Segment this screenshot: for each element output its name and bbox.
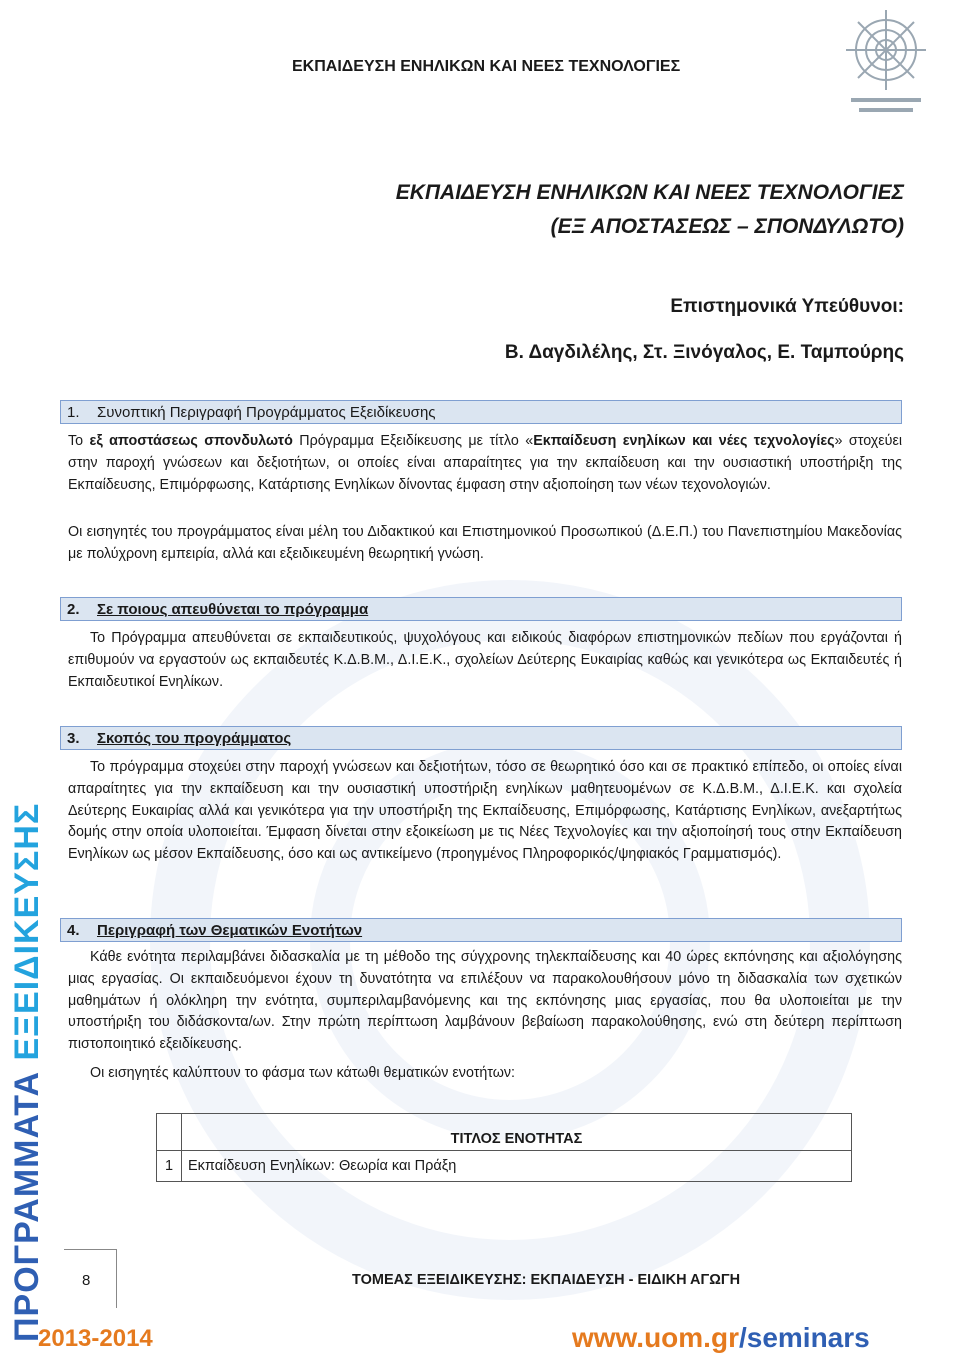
table-header-number-cell xyxy=(157,1114,182,1151)
academic-year: 2013-2014 xyxy=(38,1325,153,1352)
text-run: » στοχεύει στην παροχή γνώσεων και δεξιοτήτων, οι οποίες είναι απαραίτητες για την εκπαίδευση και την ουσιαστική υποστήριξη της Εκπαίδευσης, Επιμόρφωσης, Κατάρτισης Ενηλίκων δίνοντας έμφαση στην αξιοποίηση των νέων τεχονολογιών. xyxy=(68,433,903,493)
table-row xyxy=(157,1151,852,1182)
section-3-paragraph-1: Το πρόγραμμα στοχεύει στην παροχή γνώσεων και δεξιοτήτων, τόσο σε θεωρητικό όσο και σε πρακτικό επίπεδο, οι οποίες είναι απαραίτητες για την εκπαίδευση και την ουσιαστική υποστήριξη ενηλίκων μαθητευομένων σε Κ.Δ.Β.Μ., Δ.Ι.Ε.Κ. και σχολεία Δεύτερης Ευκαιρίας αλλά και γενικότερα για την υποστήριξη της Εκπαίδευσης, Επιμόρφωσης, Κατάρτισης Ενηλίκων, ανεξαρτήτως δομής στην οποία υλοποιείται. Έμφαση δίνεται στην εξοικείωση με τις Νέες Τεχνολογίες και την αξιοποίησή τους στην Εκπαίδευση Ενηλίκων ως μέσον Εκπαίδευσης, όσο και ως αντικείμενο (προηγμένος Πληροφορικός/ψηφιακός Γραμματισμός). xyxy=(68,759,902,863)
table-header-title-cell: ΤΙΤΛΟΣ ΕΝΟΤΗΤΑΣ xyxy=(182,1114,852,1151)
section-3-number: 3. xyxy=(67,730,80,747)
section-1-paragraph-1 xyxy=(68,431,902,496)
section-1-paragraph-2: Οι εισηγητές του προγράμματος είναι μέλη του Διδακτικού και Επιστημονικού Προσωπικού (Δ.Ε.Π.) του Πανεπιστημίου Μακεδονίας με πολύχρονη εμπειρία, αλλά και εξειδικευμένη θεωρητική γνώση. xyxy=(68,524,902,562)
side-branding-part1: ΠΡΟΓΡΑΜΜΑΤΑ xyxy=(8,1060,46,1342)
responsible-names: Β. Δαγδιλέλης, Στ. Ξινόγαλος, Ε. Ταμπούρης xyxy=(504,342,904,363)
page-number: 8 xyxy=(82,1272,91,1289)
side-branding xyxy=(8,802,52,1342)
section-1-heading xyxy=(60,400,902,424)
section-1-title: Συνοπτική Περιγραφή Προγράμματος Εξειδίκευσης xyxy=(97,404,436,421)
document-title-line2: (ΕΞ ΑΠΟΣΤΑΣΕΩΣ – ΣΠΟΝΔΥΛΩΤΟ) xyxy=(550,215,904,238)
text-run: Το xyxy=(68,433,90,449)
seminars-url[interactable] xyxy=(572,1322,870,1354)
table-header-row xyxy=(157,1114,852,1151)
section-3-heading xyxy=(60,726,902,750)
responsible-label: Επιστημονικά Υπεύθυνοι: xyxy=(670,296,904,317)
section-3-title: Σκοπός του προγράμματος xyxy=(97,730,292,747)
uom-logo-icon xyxy=(845,8,927,120)
text-run-bold: εξ αποστάσεως σπονδυλωτό xyxy=(89,433,293,449)
table-cell-title: Εκπαίδευση Ενηλίκων: Θεωρία και Πράξη xyxy=(182,1151,852,1182)
url-path: /seminars xyxy=(738,1322,870,1353)
section-1-number: 1. xyxy=(67,404,80,421)
section-4-title: Περιγραφή των Θεματικών Ενοτήτων xyxy=(97,922,363,939)
section-4-heading xyxy=(60,918,902,942)
section-4-paragraph-2: Οι εισηγητές καλύπτουν το φάσμα των κάτωθι θεματικών ενοτήτων: xyxy=(90,1065,516,1081)
topics-table xyxy=(156,1113,852,1182)
side-branding-part2: ΕΞΕΙΔΙΚΕΥΣΗΣ xyxy=(8,802,46,1061)
running-header: ΕΚΠΑΙΔΕΥΣΗ ΕΝΗΛΙΚΩΝ ΚΑΙ ΝΕΕΣ ΤΕΧΝΟΛΟΓΙΕΣ xyxy=(292,58,681,75)
section-4-paragraph-1: Κάθε ενότητα περιλαμβάνει διδασκαλία με τη μέθοδο της σύγχρονης τηλεκπαίδευσης και 40 ώρες εκπόνησης και αξιολόγησης μιας εργασίας. Οι εκπαιδευόμενοι έχουν τη δυνατότητα να επιλέξουν να παρακολουθήσουν μόνο τη διδασκαλία των σχετικών μαθημάτων ή ολόκληρη την ενότητα, συμπεριλαμβανόμενης και της εκπόνησης μιας εργασίας, που θα υλοποιείται με την υποστήριξη του διδάσκοντα/ων. Στην πρώτη περίπτωση λαμβάνουν βεβαίωση παρακολούθησης, ενώ στη δεύτερη περίπτωση πιστοποιητικό εξειδίκευσης. xyxy=(68,949,902,1053)
text-run-bold: Εκπαίδευση ενηλίκων και νέες τεχνολογίες xyxy=(533,433,835,449)
section-2-paragraph-1: Το Πρόγραμμα απευθύνεται σε εκπαιδευτικούς, ψυχολόγους και ειδικούς διαφόρων επιστημονικών πεδίων που εργάζονται ή επιθυμούν να εργαστούν ως εκπαιδευτές Κ.Δ.Β.Μ., Δ.Ι.Ε.Κ., σχολείων Δεύτερης Ευκαιρίας καθώς και γενικότερα ως Εκπαιδευτές ή Εκπαιδευτικοί Ενηλίκων. xyxy=(68,630,902,690)
section-4-number: 4. xyxy=(67,922,80,939)
section-2-heading xyxy=(60,597,902,621)
section-2-number: 2. xyxy=(67,601,80,618)
footer-title: ΤΟΜΕΑΣ ΕΞΕΙΔΙΚΕΥΣΗΣ: ΕΚΠΑΙΔΕΥΣΗ - ΕΙΔΙΚΗ ΑΓΩΓΗ xyxy=(352,1272,741,1288)
url-domain: www.uom.gr xyxy=(572,1322,739,1353)
document-title xyxy=(204,176,904,244)
section-2-title: Σε ποιους απευθύνεται το πρόγραμμα xyxy=(97,601,369,618)
footer-page-box xyxy=(64,1249,117,1308)
table-cell-number: 1 xyxy=(157,1151,182,1182)
text-run: Πρόγραμμα Εξειδίκευσης με τίτλο « xyxy=(292,433,534,449)
document-title-line1: ΕΚΠΑΙΔΕΥΣΗ ΕΝΗΛΙΚΩΝ ΚΑΙ ΝΕΕΣ ΤΕΧΝΟΛΟΓΙΕΣ xyxy=(395,181,904,204)
